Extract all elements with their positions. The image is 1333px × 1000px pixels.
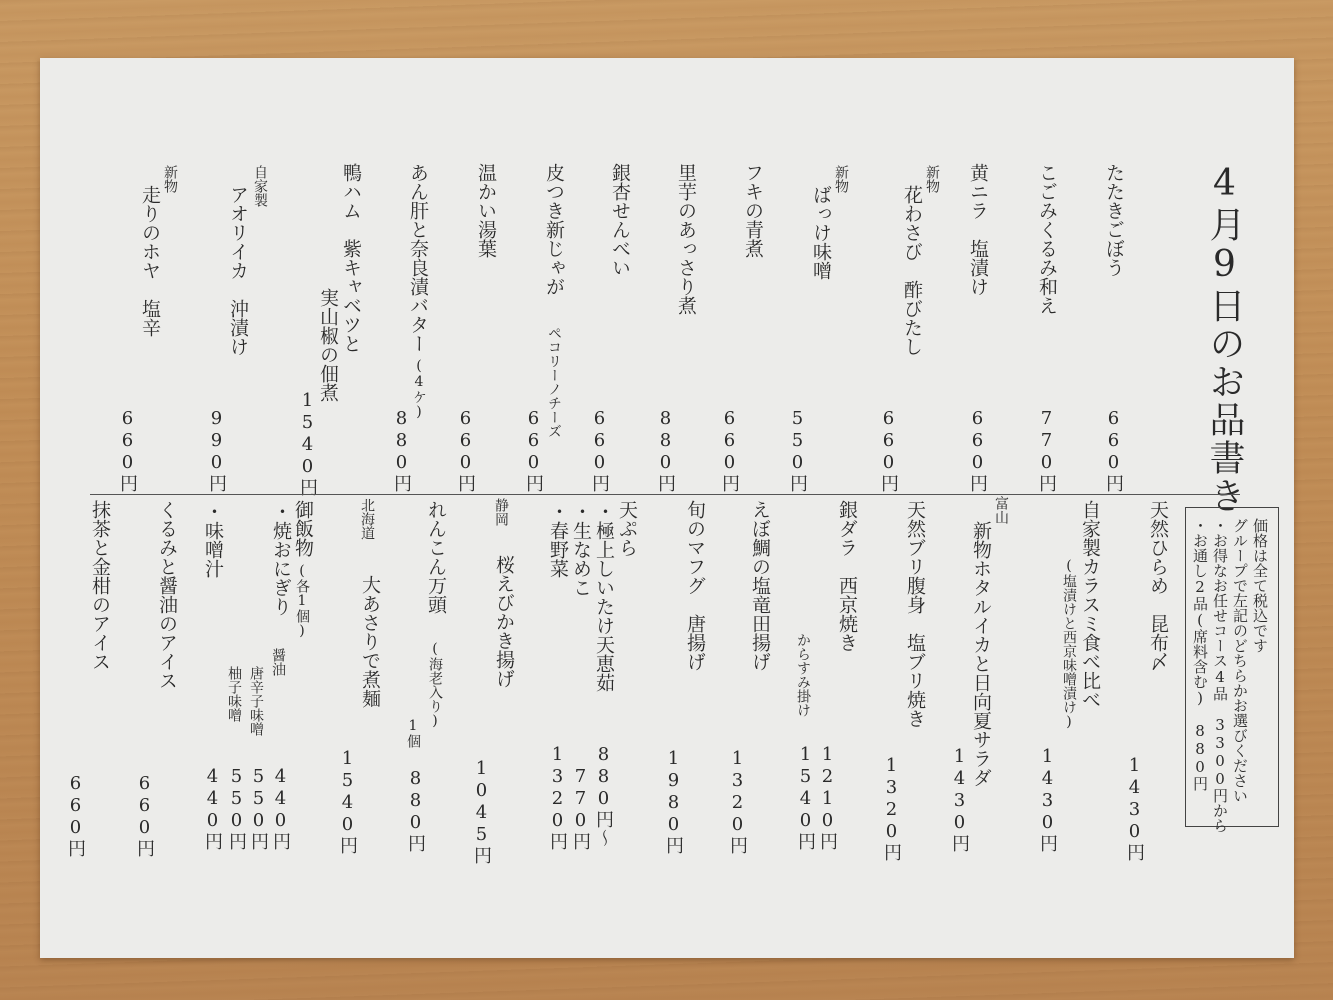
menu-item-sub-price: 550円 bbox=[226, 766, 247, 851]
notice-line: 価格は全て税込です bbox=[1251, 518, 1269, 653]
menu-item-prefix: 北海道 bbox=[359, 498, 375, 540]
menu-item-price: 880円 bbox=[655, 408, 676, 493]
menu-item-price: 1430円 bbox=[949, 746, 970, 853]
menu-item-price: 660円 bbox=[1103, 408, 1124, 493]
menu-item-price: 1980円 bbox=[663, 748, 684, 855]
section-divider bbox=[90, 494, 1240, 495]
menu-item-note: (塩漬けと西京味噌漬け) bbox=[1061, 558, 1077, 730]
menu-item-note: (4ケ) bbox=[411, 358, 427, 420]
menu-item-name: 桜えびかき揚げ bbox=[493, 555, 515, 688]
menu-item-price: 880円 bbox=[391, 408, 412, 493]
menu-item-name: 走りのホヤ 塩辛 bbox=[139, 185, 161, 337]
menu-item-price: 660円 bbox=[117, 408, 138, 493]
menu-item-price: 1430円 bbox=[1037, 746, 1058, 853]
menu-item-price: 660円 bbox=[65, 773, 86, 858]
menu-item-flavor: 唐辛子味噌 bbox=[248, 666, 264, 736]
menu-item-price: 1430円 bbox=[1124, 755, 1145, 862]
menu-item-name: ばっけ味噌 bbox=[810, 185, 832, 280]
menu-item-price: 770円 bbox=[1036, 408, 1057, 493]
menu-item-name: 温かい湯葉 bbox=[475, 163, 497, 258]
menu-item-price: 1540円 bbox=[337, 748, 358, 855]
menu-item-name-line2: 実山椒の佃煮 bbox=[317, 288, 339, 402]
menu-item-price: 1045円 bbox=[471, 758, 492, 865]
menu-item-sub: ・春野菜 bbox=[547, 502, 569, 578]
menu-item-name: 皮つき新じゃが bbox=[543, 163, 565, 296]
menu-item-name: 鴨ハム 紫キャベツと bbox=[340, 163, 362, 353]
menu-item-flavor: 柚子味噌 bbox=[226, 666, 242, 722]
menu-item-name: 里芋のあっさり煮 bbox=[675, 163, 697, 315]
menu-item-prefix: 静岡 bbox=[493, 498, 509, 526]
menu-item-price: 660円 bbox=[455, 408, 476, 493]
menu-item-name: 花わさび 酢びたし bbox=[901, 185, 923, 356]
menu-item-name: れんこん万頭 bbox=[425, 500, 447, 614]
menu-item-name: 大あさりで煮麺 bbox=[359, 575, 381, 708]
menu-item-sub-price: 770円 bbox=[570, 766, 591, 851]
menu-item-price: 550円 bbox=[787, 408, 808, 493]
menu-item-sub-price: 440円 bbox=[270, 766, 291, 851]
menu-item-name: 銀ダラ 西京焼き bbox=[836, 500, 858, 652]
notice-box bbox=[1185, 507, 1279, 833]
menu-item-name: 抹茶と金柑のアイス bbox=[89, 500, 111, 671]
menu-item-sub-price: 880円〜 bbox=[593, 744, 614, 848]
menu-item-name: 銀杏せんべい bbox=[609, 163, 631, 277]
menu-item-prefix: 富山 bbox=[993, 496, 1009, 524]
menu-item-name: 天然ブリ腹身 塩ブリ焼き bbox=[904, 500, 926, 728]
menu-item-note: からすみ掛け bbox=[795, 633, 811, 717]
menu-item-sub: ・焼おにぎり bbox=[270, 502, 292, 616]
notice-line: ・お通し2品(席料含む) 880円 bbox=[1191, 518, 1209, 791]
menu-item-price: 1320円 bbox=[727, 748, 748, 855]
menu-item-price: 660円 bbox=[878, 408, 899, 493]
menu-item-sub-price: 550円 bbox=[248, 766, 269, 851]
menu-item-flavor: 醤油 bbox=[270, 648, 286, 676]
menu-item-name: 旬のマフグ 唐揚げ bbox=[684, 500, 706, 671]
menu-item-name: 黄ニラ 塩漬け bbox=[967, 163, 989, 296]
notice-line: グループで左記のどちらかお選びください bbox=[1231, 518, 1249, 803]
menu-item-sub: ・極上しいたけ天恵茹 bbox=[593, 502, 615, 692]
menu-item-name: あん肝と奈良漬バター bbox=[407, 163, 429, 353]
menu-item-price: 660円 bbox=[589, 408, 610, 493]
menu-item-prefix: 自家製 bbox=[252, 165, 268, 207]
menu-item-name: 自家製カラスミ食べ比べ bbox=[1079, 500, 1101, 709]
menu-item-price: 1320円 bbox=[881, 755, 902, 862]
menu-item-note: (海老入り) bbox=[427, 641, 443, 729]
menu-item-sub: ・生なめこ bbox=[570, 502, 592, 597]
menu-item-name: こごみくるみ和え bbox=[1036, 163, 1058, 315]
menu-item-prefix: 新物 bbox=[833, 165, 849, 193]
menu-item-name: 天然ひらめ 昆布〆 bbox=[1147, 500, 1169, 671]
menu-item-price: 660円 bbox=[134, 773, 155, 858]
menu-item-price: 660円 bbox=[719, 408, 740, 493]
menu-sheet bbox=[40, 58, 1294, 958]
menu-item-name: 新物ホタルイカと日向夏サラダ bbox=[970, 521, 992, 787]
menu-item-name: フキの青煮 bbox=[742, 163, 764, 258]
menu-item-price: 880円 bbox=[405, 768, 426, 853]
page-title: 4月9日のお品書き bbox=[1204, 163, 1245, 515]
menu-item-sub-price: 1320円 bbox=[547, 744, 568, 851]
menu-item-name: 天ぷら bbox=[616, 500, 638, 557]
menu-item-sub: ・味噌汁 bbox=[202, 502, 224, 578]
menu-item-sub-price: 440円 bbox=[202, 766, 223, 851]
menu-item-prefix: 新物 bbox=[162, 165, 178, 193]
menu-item-note: ペコリーノチーズ bbox=[546, 326, 562, 438]
menu-item-prefix: 新物 bbox=[924, 165, 940, 193]
menu-item-price: 660円 bbox=[967, 408, 988, 493]
menu-item-note: 1個 bbox=[405, 718, 421, 748]
menu-item-price: 1210円 bbox=[817, 744, 838, 851]
menu-item-name: くるみと醤油のアイス bbox=[156, 500, 178, 690]
menu-item-price: 990円 bbox=[206, 408, 227, 493]
notice-line: ・お得なお任せコース4品 3300円から bbox=[1211, 518, 1229, 833]
menu-item-name: 御飯物 bbox=[292, 500, 314, 557]
menu-item-name: たたきごぼう bbox=[1103, 163, 1125, 277]
menu-item-name: アオリイカ 沖漬け bbox=[227, 185, 249, 356]
menu-item-note: (各1個) bbox=[294, 563, 310, 639]
menu-item-price: 660円 bbox=[523, 408, 544, 493]
menu-item-price-alt: 1540円 bbox=[795, 744, 816, 851]
menu-item-name: えぼ鯛の塩竜田揚げ bbox=[749, 500, 771, 671]
menu-item-price: 1540円 bbox=[297, 390, 318, 497]
